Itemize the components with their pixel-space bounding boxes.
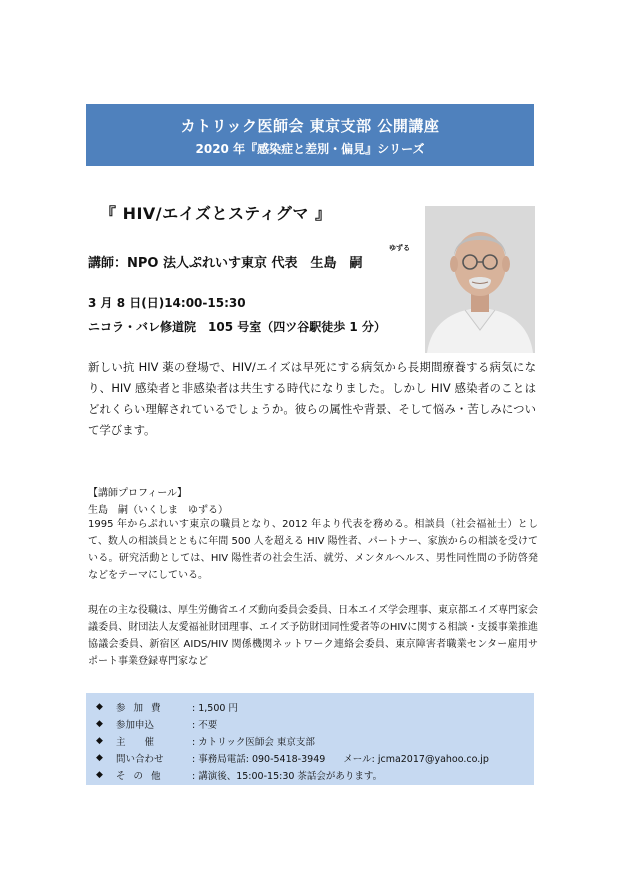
diamond-bullet-icon: ◆ [96, 701, 103, 712]
diamond-bullet-icon: ◆ [96, 718, 103, 729]
info-row-organizer [96, 732, 534, 749]
info-value: : 1,500 円 [192, 702, 238, 714]
profile-roles: 現在の主な役職は、厚生労働省エイズ動向委員会委員、日本エイズ学会理事、東京都エイズ専門家会議委員、財団法人友愛福祉財団理事、エイズ予防財団同性愛者等のHIVに関する相談・支援事業推進協議会委員、新宿区 AIDS/HIV 関係機関ネットワーク連絡会委員、東京障害者職業センター雇用サポート事業登録専門家など [88, 605, 538, 667]
info-label: 問い合わせ [116, 753, 164, 765]
info-label: そ の 他 [116, 770, 164, 782]
diamond-bullet-icon: ◆ [96, 735, 103, 746]
info-label: 主 催 [116, 736, 155, 748]
lecture-title: 『 HIV/エイズとスティグマ 』 [100, 204, 332, 223]
info-row-registration [96, 715, 534, 732]
speaker-portrait-illustration [425, 206, 535, 353]
info-row-other [96, 766, 534, 783]
speaker-photo [425, 206, 535, 353]
header-subtitle: 2020 年『感染症と差別・偏見』シリーズ [195, 142, 425, 156]
speaker-name-reading: ゆずる [389, 244, 410, 252]
info-row-fee [96, 698, 534, 715]
profile-heading: 【講師プロフィール】 [88, 488, 187, 499]
diamond-bullet-icon: ◆ [96, 752, 103, 763]
info-label: 参加申込 [116, 719, 155, 731]
info-value: : 講演後、15:00-15:30 茶話会があります。 [192, 770, 383, 782]
info-value: : 不要 [192, 719, 218, 731]
profile-name: 生島 嗣（いくしま ゆずる） [88, 505, 228, 516]
info-value: : カトリック医師会 東京支部 [192, 736, 315, 748]
info-box [86, 693, 534, 785]
header-banner [86, 104, 534, 166]
info-value: : 事務局電話: 090-5418-3949 [192, 753, 326, 765]
diamond-bullet-icon: ◆ [96, 769, 103, 780]
header-title: カトリック医師会 東京支部 公開講座 [180, 117, 440, 135]
lecture-date: 3 月 8 日(日)14:00-15:30 [88, 296, 246, 310]
info-row-contact [96, 749, 534, 766]
lecture-venue: ニコラ・バレ修道院 105 号室（四ツ谷駅徒歩 1 分） [88, 320, 386, 334]
lecture-description: 新しい抗 HIV 薬の登場で、HIV/エイズは早死にする病気から長期間療養する病気になり、HIV 感染者と非感染者は共生する時代になりました。しかし HIV 感染者のことはどれくらい理解されているでしょうか。彼らの属性や背景、そして悩み・苦しみについて学びます。 [88, 360, 536, 437]
contact-email: メール: jcma2017@yahoo.co.jp [343, 753, 489, 765]
info-label: 参 加 費 [116, 702, 164, 714]
profile-body: 1995 年からぷれいす東京の職員となり、2012 年より代表を務める。相談員（社会福祉士）として、数人の相談員とともに年間 500 人を超える HIV 陽性者、パートナー、家族からの相談を受けている。研究活動としては、HIV 陽性者の社会生活、就労、メンタルヘルス、男性同性間の予防啓発などをテーマにしている。 [88, 519, 538, 581]
speaker-line: 講師：NPO 法人ぷれいす東京 代表 生島 嗣 [88, 256, 363, 271]
